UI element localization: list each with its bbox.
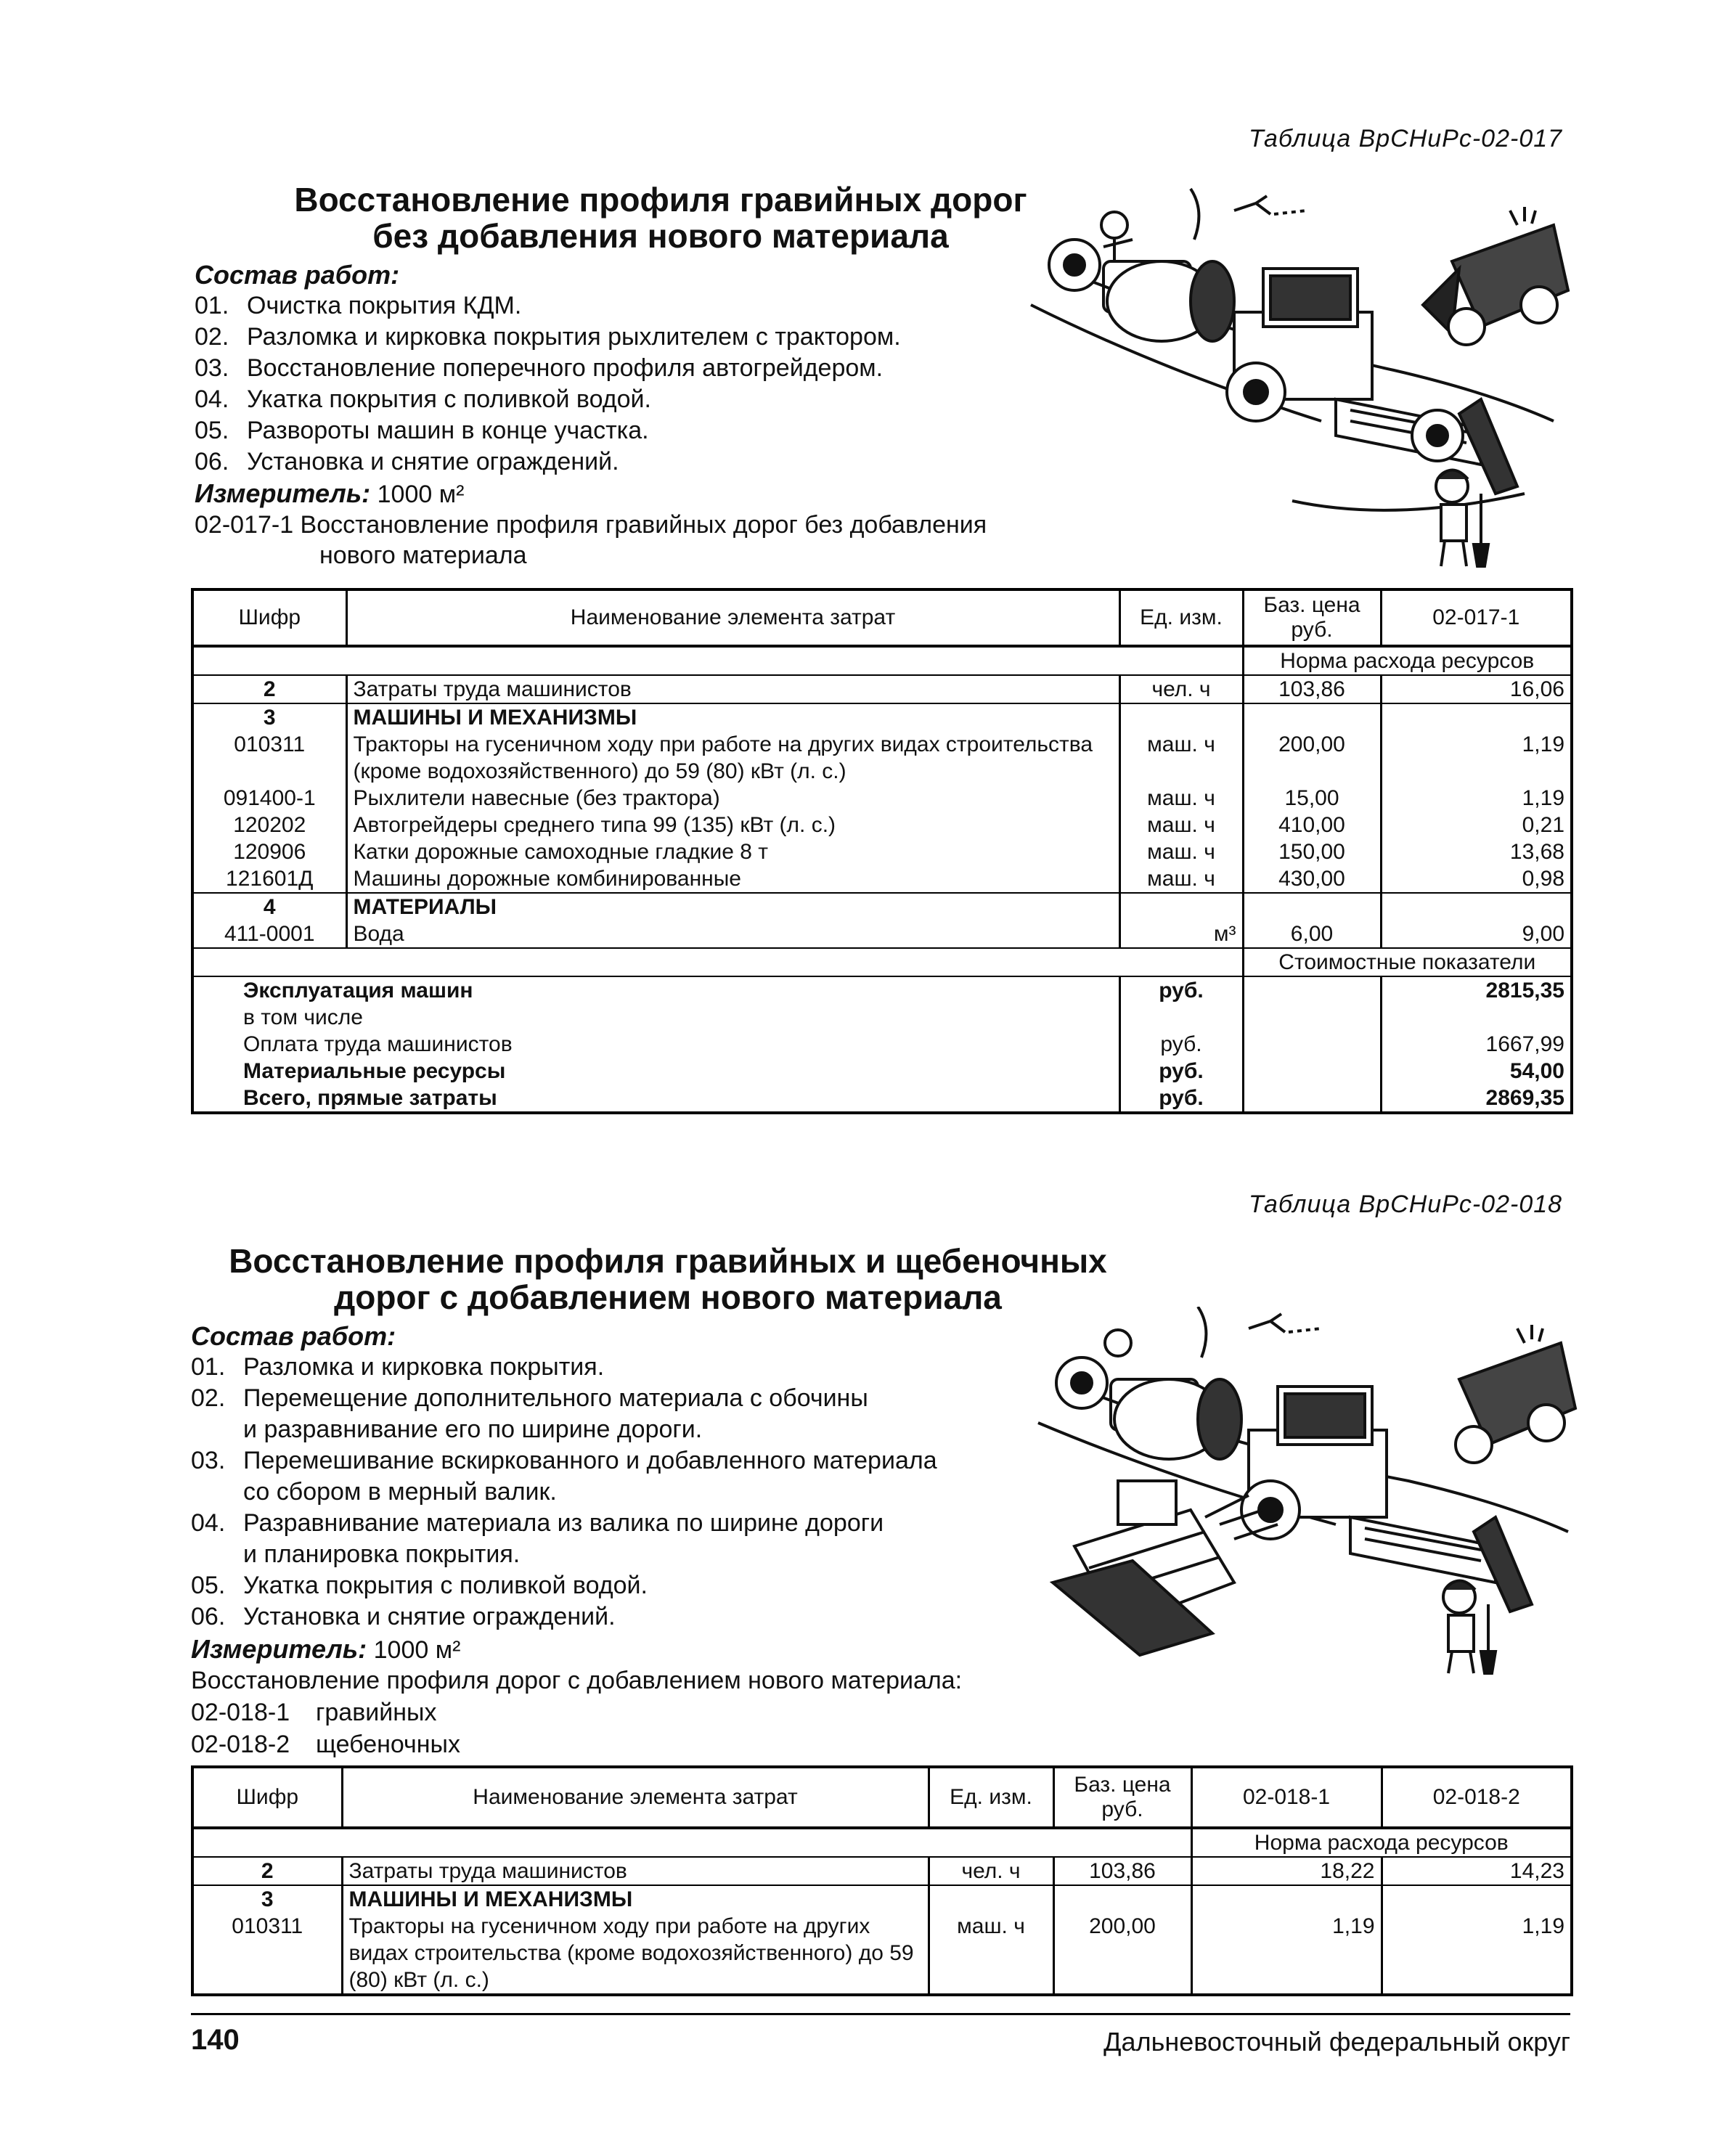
header-price: Баз. цена руб. [1243,589,1381,646]
section-title [181,1243,1154,1315]
row-value: 13,68 [1381,838,1572,865]
cost-label: Стоимостные показатели [1243,948,1572,976]
work-text: Установка и снятие ограждений. [247,448,619,475]
work-item [191,1601,937,1633]
section-title [240,181,1082,254]
table-row [192,1857,1572,1885]
norm-label: Норма расхода ресурсов [1243,646,1572,675]
cost-name: Эксплуатация машин [192,976,1119,1004]
work-item [195,415,901,446]
row-unit: маш. ч [1119,785,1243,812]
cost-header-row [192,948,1572,976]
code-text: гравийных [316,1699,437,1726]
table-reference: Таблица ВрСНиРс-02-018 [1249,1191,1563,1218]
table-row [192,893,1572,920]
row-value-2: 1,19 [1382,1913,1572,1995]
row-code: 010311 [192,731,346,785]
row-price: 150,00 [1243,838,1381,865]
table-reference: Таблица ВрСНиРс-02-017 [1249,125,1563,152]
cost-unit: руб. [1119,1058,1243,1085]
row-name: Затраты труда машинистов [346,675,1119,703]
header-name: Наименование элемента затрат [342,1767,929,1828]
work-item [195,322,901,353]
norm-row [192,1828,1572,1857]
cost-name: Всего, прямые затраты [192,1085,1119,1113]
row-unit: чел. ч [1119,675,1243,703]
code-text: щебеночных [316,1731,460,1758]
cost-unit: руб. [1119,976,1243,1004]
road-machinery-illustration [1031,1307,1583,1677]
row-unit: чел. ч [929,1857,1053,1885]
table-row [192,675,1572,703]
work-text: Восстановление поперечного профиля автогрейдером. [247,354,884,382]
work-text: Укатка покрытия с поливкой водой. [243,1572,648,1599]
work-item-continued: и разравнивание его по ширине дороги. [243,1416,703,1443]
work-text: Установка и снятие ограждений. [243,1603,616,1630]
works-label: Состав работ: [191,1321,396,1351]
table-row [192,865,1572,893]
table-row [192,731,1572,785]
row-name: Машины дорожные комбинированные [346,865,1119,893]
intro-text: Восстановление профиля дорог с добавлением нового материала: [191,1667,963,1694]
footer-region: Дальневосточный федеральный округ [1103,2027,1570,2057]
row-name: МАТЕРИАЛЫ [346,893,1119,920]
row-unit: маш. ч [1119,838,1243,865]
row-price: 15,00 [1243,785,1381,812]
table-row [192,838,1572,865]
code-line-continued: нового материала [319,542,527,569]
row-price: 410,00 [1243,812,1381,838]
work-text: Разравнивание материала из валика по ширине дороги [243,1509,884,1537]
title-line: дорог с добавлением нового материала [334,1278,1002,1316]
row-name: МАШИНЫ И МЕХАНИЗМЫ [346,703,1119,731]
code-line: 02-017-1 Восстановление профиля гравийных дорог без добавления [195,511,987,539]
row-unit: маш. ч [929,1913,1053,1995]
row-name: Затраты труда машинистов [342,1857,929,1885]
cost-row [192,1085,1572,1113]
row-code: 010311 [192,1913,342,1995]
row-value: 16,06 [1381,675,1572,703]
work-text: Перемещение дополнительного материала с обочины [243,1384,868,1412]
cost-value: 54,00 [1381,1058,1572,1085]
row-value: 0,98 [1381,865,1572,893]
norm-row [192,646,1572,675]
row-name: Тракторы на гусеничном ходу при работе на других видах строительства (кроме водохозяйственного) до 59 (80) кВт (л. с.) [342,1913,929,1995]
work-num: 05. [195,417,229,444]
work-num: 04. [191,1509,226,1537]
table-row [192,1913,1572,1995]
work-text: Разломка и кирковка покрытия рыхлителем с трактором. [247,323,901,351]
row-name: Автогрейдеры среднего типа 99 (135) кВт (л. с.) [346,812,1119,838]
work-item [191,1445,937,1477]
row-value-1: 18,22 [1191,1857,1382,1885]
row-value: 9,00 [1381,920,1572,948]
table-row [192,703,1572,731]
work-item-continued: и планировка покрытия. [243,1540,521,1568]
road-machinery-illustration [1016,181,1583,573]
measure-row [191,1633,460,1666]
table-row [192,1885,1572,1913]
cost-name: Материальные ресурсы [192,1058,1119,1085]
work-item [195,446,901,478]
cost-name: в том числе [192,1004,1119,1031]
work-item [191,1508,937,1539]
work-num: 06. [195,448,229,475]
cost-unit: руб. [1119,1085,1243,1113]
table-header-row [192,589,1572,646]
footer-divider [191,2013,1570,2015]
header-code: Шифр [192,1767,342,1828]
works-list [195,290,901,478]
table-header-row [192,1767,1572,1828]
measure-value: 1000 м² [377,481,465,508]
row-code: 4 [192,893,346,920]
row-code: 2 [192,675,346,703]
header-name: Наименование элемента затрат [346,589,1119,646]
work-item [191,1383,937,1414]
header-col-02-017-1: 02-017-1 [1381,589,1572,646]
row-unit: маш. ч [1119,812,1243,838]
work-num: 03. [191,1447,226,1474]
row-value-2: 14,23 [1382,1857,1572,1885]
row-unit: маш. ч [1119,731,1243,785]
code-item [191,1729,460,1760]
header-unit: Ед. изм. [929,1767,1053,1828]
work-item [195,384,901,415]
row-name: Рыхлители навесные (без трактора) [346,785,1119,812]
row-value-1: 1,19 [1191,1913,1382,1995]
cost-value: 2869,35 [1381,1085,1572,1113]
measure-row [195,478,464,510]
row-code: 091400-1 [192,785,346,812]
row-code: 411-0001 [192,920,346,948]
row-code: 3 [192,703,346,731]
row-price: 430,00 [1243,865,1381,893]
work-text: Развороты машин в конце участка. [247,417,649,444]
cost-value: 1667,99 [1381,1031,1572,1058]
work-item [195,290,901,322]
cost-value: 2815,35 [1381,976,1572,1004]
measure-label: Измеритель: [195,478,371,508]
row-code: 2 [192,1857,342,1885]
cost-row [192,1004,1572,1031]
code-item [191,1697,436,1728]
code-number: 02-018-1 [191,1699,290,1726]
row-code: 3 [192,1885,342,1913]
table-row [192,812,1572,838]
row-unit: маш. ч [1119,865,1243,893]
row-name: МАШИНЫ И МЕХАНИЗМЫ [342,1885,929,1913]
work-num: 01. [195,292,229,319]
row-value: 0,21 [1381,812,1572,838]
row-price: 6,00 [1243,920,1381,948]
work-num: 02. [195,323,229,351]
row-code: 120202 [192,812,346,838]
resource-table-02-017 [191,588,1573,1114]
work-num: 05. [191,1572,226,1599]
row-name: Катки дорожные самоходные гладкие 8 т [346,838,1119,865]
title-line: Восстановление профиля гравийных дорог [294,181,1027,219]
work-text: Очистка покрытия КДМ. [247,292,522,319]
row-value: 1,19 [1381,731,1572,785]
cost-name: Оплата труда машинистов [192,1031,1119,1058]
title-line: Восстановление профиля гравийных и щебеночных [229,1242,1107,1280]
header-unit: Ед. изм. [1119,589,1243,646]
row-price: 200,00 [1053,1913,1191,1995]
row-price: 103,86 [1243,675,1381,703]
work-num: 06. [191,1603,226,1630]
header-price: Баз. цена руб. [1053,1767,1191,1828]
resource-table-02-018 [191,1765,1573,1996]
work-item [195,353,901,384]
row-code: 121601Д [192,865,346,893]
cost-row [192,976,1572,1004]
row-name: Тракторы на гусеничном ходу при работе на других видах строительства (кроме водохозяйственного) до 59 (80) кВт (л. с.) [346,731,1119,785]
row-price: 103,86 [1053,1857,1191,1885]
works-list [191,1352,937,1633]
header-col-02-018-2: 02-018-2 [1382,1767,1572,1828]
work-num: 04. [195,385,229,413]
cost-row [192,1031,1572,1058]
row-name: Вода [346,920,1119,948]
work-text: Перемешивание вскиркованного и добавленного материала [243,1447,937,1474]
work-item [191,1352,937,1383]
measure-value: 1000 м² [373,1636,461,1664]
title-line: без добавления нового материала [372,217,949,255]
work-num: 03. [195,354,229,382]
header-col-02-018-1: 02-018-1 [1191,1767,1382,1828]
code-number: 02-018-2 [191,1731,290,1758]
work-item [191,1570,937,1601]
row-code: 120906 [192,838,346,865]
row-price: 200,00 [1243,731,1381,785]
work-item-continued: со сбором в мерный валик. [243,1478,557,1506]
measure-label: Измеритель: [191,1634,367,1664]
work-text: Разломка и кирковка покрытия. [243,1353,605,1381]
cost-value [1381,1004,1572,1031]
cost-unit [1119,1004,1243,1031]
header-code: Шифр [192,589,346,646]
row-unit: м³ [1119,920,1243,948]
row-value: 1,19 [1381,785,1572,812]
work-num: 01. [191,1353,226,1381]
works-label: Состав работ: [195,260,400,290]
work-num: 02. [191,1384,226,1412]
cost-unit: руб. [1119,1031,1243,1058]
norm-label: Норма расхода ресурсов [1191,1828,1572,1857]
table-row [192,920,1572,948]
page-number: 140 [191,2024,240,2056]
work-text: Укатка покрытия с поливкой водой. [247,385,651,413]
cost-row [192,1058,1572,1085]
table-row [192,785,1572,812]
